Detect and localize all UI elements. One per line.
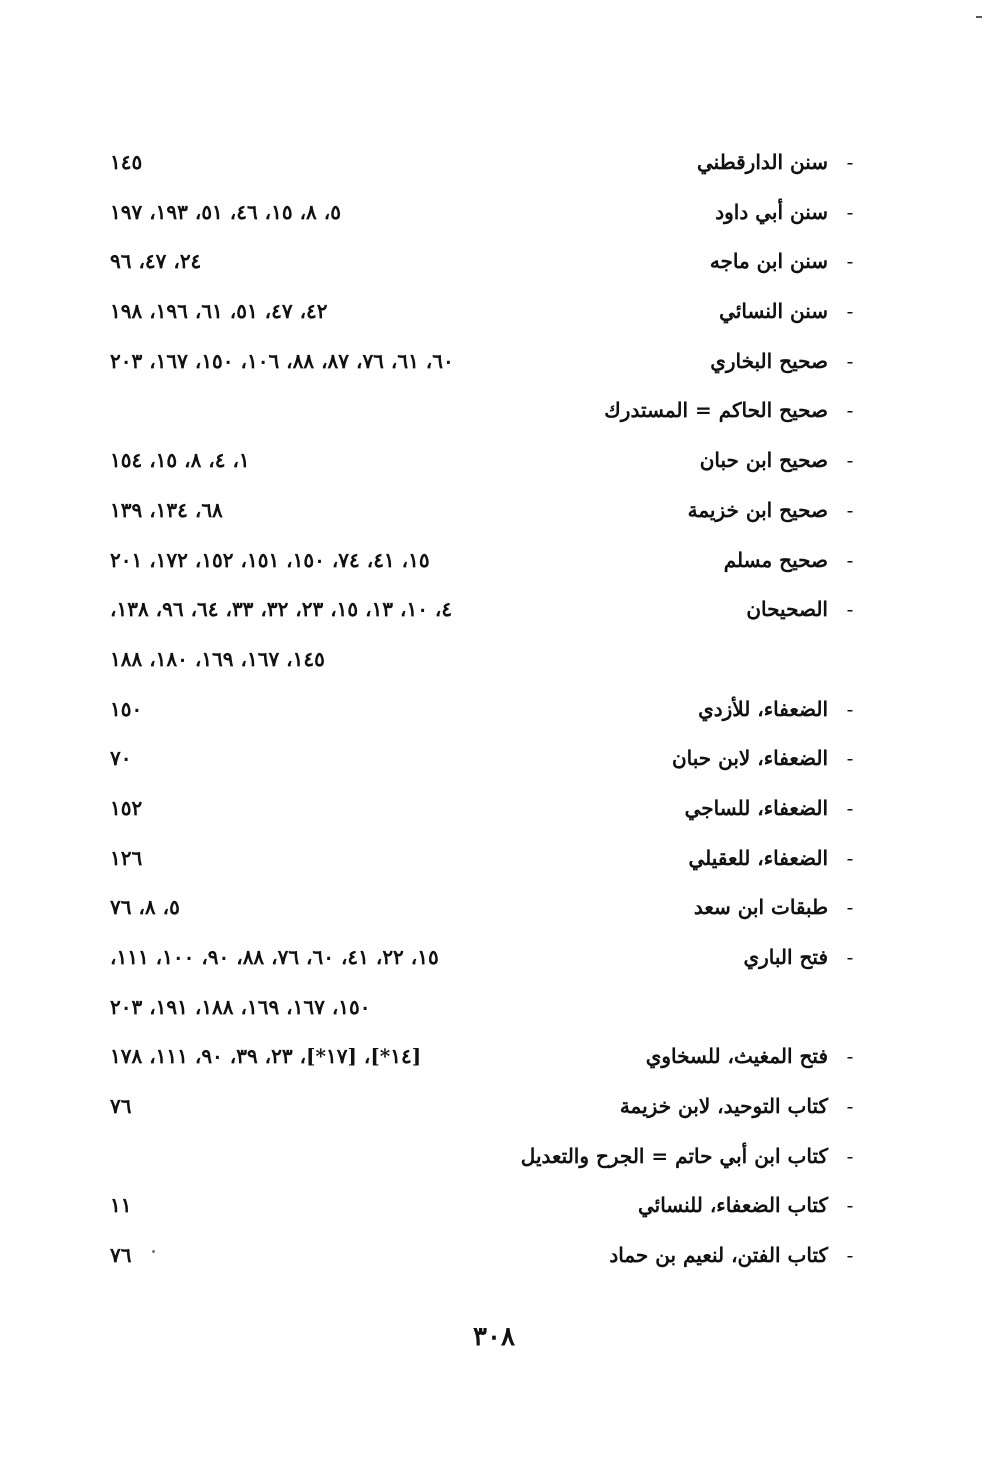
entry-title: صحيح الحاكم = المستدرك (604, 398, 828, 423)
index-entry (110, 784, 860, 834)
entry-dash: - (846, 795, 854, 820)
index-entry (110, 685, 860, 735)
entry-dash: - (846, 895, 854, 920)
entry-pages: ١٥، ٤١، ٧٤، ١٥٠، ١٥١، ١٥٢، ١٧٢، ٢٠١ (110, 547, 430, 572)
entry-title: الضعفاء، للأزدي (698, 696, 828, 721)
entry-dash: - (846, 150, 854, 174)
entry-pages: ١، ٤، ٨، ١٥، ١٥٤ (110, 448, 250, 473)
entry-pages: ٥، ٨، ١٥، ٤٦، ٥١، ١٩٣، ١٩٧ (110, 199, 341, 224)
entry-dash: - (846, 597, 854, 622)
entry-title: طبقات ابن سعد (693, 895, 828, 920)
index-entry (110, 883, 860, 933)
entry-dash: - (846, 1094, 854, 1119)
index-entry (110, 138, 860, 188)
entry-dash: - (846, 497, 854, 522)
index-entry (110, 585, 860, 635)
entry-dash: - (846, 398, 854, 423)
entry-pages: ١٤٥، ١٦٧، ١٦٩، ١٨٠، ١٨٨ (110, 646, 325, 671)
corner-mark (976, 16, 982, 18)
entry-title: كتاب التوحيد، لابن خزيمة (619, 1094, 828, 1119)
entry-dash: - (846, 348, 854, 373)
entry-dash: - (846, 1143, 854, 1168)
entry-pages: ١٥، ٢٢، ٤١، ٦٠، ٧٦، ٨٨، ٩٠، ١٠٠، ١١١، (110, 945, 439, 969)
entry-pages: ١٥٠، ١٦٧، ١٦٩، ١٨٨، ١٩١، ٢٠٣ (110, 994, 371, 1019)
index-entry (110, 1181, 860, 1231)
entry-pages: ٧٦ (110, 1094, 132, 1119)
index-entry (110, 983, 860, 1033)
entry-pages: ١٥٢ (110, 795, 143, 820)
entry-title: الضعفاء، لابن حبان (671, 746, 828, 771)
index-entry (110, 188, 860, 238)
entry-title: صحيح مسلم (723, 547, 828, 572)
index-entry (110, 536, 860, 586)
entry-pages: ٦٠، ٦١، ٧٦، ٨٧، ٨٨، ١٠٦، ١٥٠، ١٦٧، ٢٠٣ (110, 348, 454, 373)
entry-dash: - (846, 199, 854, 224)
page-number: ٣٠٨ (473, 1322, 515, 1352)
entry-dash: - (846, 845, 854, 870)
index-entry (110, 734, 860, 784)
entry-title: كتاب الفتن، لنعيم بن حماد (609, 1243, 828, 1268)
index-entry (110, 1082, 860, 1132)
entry-title: سنن ابن ماجه (709, 249, 828, 274)
entry-title: صحيح ابن حبان (699, 448, 828, 473)
index-entry (110, 436, 860, 486)
entry-pages: ٦٨، ١٣٤، ١٣٩ (110, 497, 223, 522)
index-list (110, 138, 860, 1281)
entry-pages: ١٥٠ (110, 696, 143, 721)
index-entry (110, 337, 860, 387)
entry-dash: - (846, 746, 854, 771)
entry-title: الضعفاء، للساجي (684, 795, 828, 820)
entry-pages: ١٤٥ (110, 150, 143, 174)
entry-pages: ٧٠ (110, 746, 132, 771)
entry-title: فتح الباري (743, 945, 828, 969)
entry-title: كتاب الضعفاء، للنسائي (637, 1193, 828, 1218)
entry-dash: - (846, 299, 854, 324)
entry-pages: [١٤*]، [١٧*]، ٢٣، ٣٩، ٩٠، ١١١، ١٧٨ (110, 1044, 422, 1069)
entry-title: سنن أبي داود (715, 199, 828, 224)
entry-pages: ١٢٦ (110, 845, 143, 870)
entry-pages: ٤، ١٠، ١٣، ١٥، ٢٣، ٣٢، ٣٣، ٦٤، ٩٦، ١٣٨، (110, 597, 453, 622)
entry-dash: - (846, 945, 854, 969)
entry-dash: - (846, 1193, 854, 1218)
index-entry (110, 1132, 860, 1182)
index-entry (110, 287, 860, 337)
entry-title: صحيح البخاري (710, 348, 828, 373)
entry-pages: ٧٦ (110, 1243, 132, 1268)
entry-dash: - (846, 696, 854, 721)
entry-title: كتاب ابن أبي حاتم = الجرح والتعديل (520, 1143, 828, 1168)
index-entry (110, 237, 860, 287)
entry-title: فتح المغيث، للسخاوي (645, 1044, 828, 1069)
entry-title: سنن الدارقطني (696, 150, 828, 174)
entry-dash: - (846, 1243, 854, 1268)
index-entry (110, 834, 860, 884)
index-entry (110, 933, 860, 983)
entry-pages: ٢٤، ٤٧، ٩٦ (110, 249, 202, 274)
entry-dash: - (846, 249, 854, 274)
entry-title: الصحيحان (746, 597, 828, 622)
index-entry (110, 386, 860, 436)
entry-pages: ٤٢، ٤٧، ٥١، ٦١، ١٩٦، ١٩٨ (110, 299, 328, 324)
entry-title: سنن النسائي (719, 299, 828, 324)
index-entry (110, 635, 860, 685)
entry-dash: - (846, 448, 854, 473)
index-entry (110, 486, 860, 536)
entry-title: صحيح ابن خزيمة (687, 497, 828, 522)
entry-pages: ١١ (110, 1193, 132, 1218)
index-entry (110, 1032, 860, 1082)
entry-pages: ٥، ٨، ٧٦ (110, 895, 180, 920)
entry-title: الضعفاء، للعقيلي (688, 845, 828, 870)
index-entry (110, 1231, 860, 1281)
entry-dash: - (846, 1044, 854, 1069)
entry-dash: - (846, 547, 854, 572)
